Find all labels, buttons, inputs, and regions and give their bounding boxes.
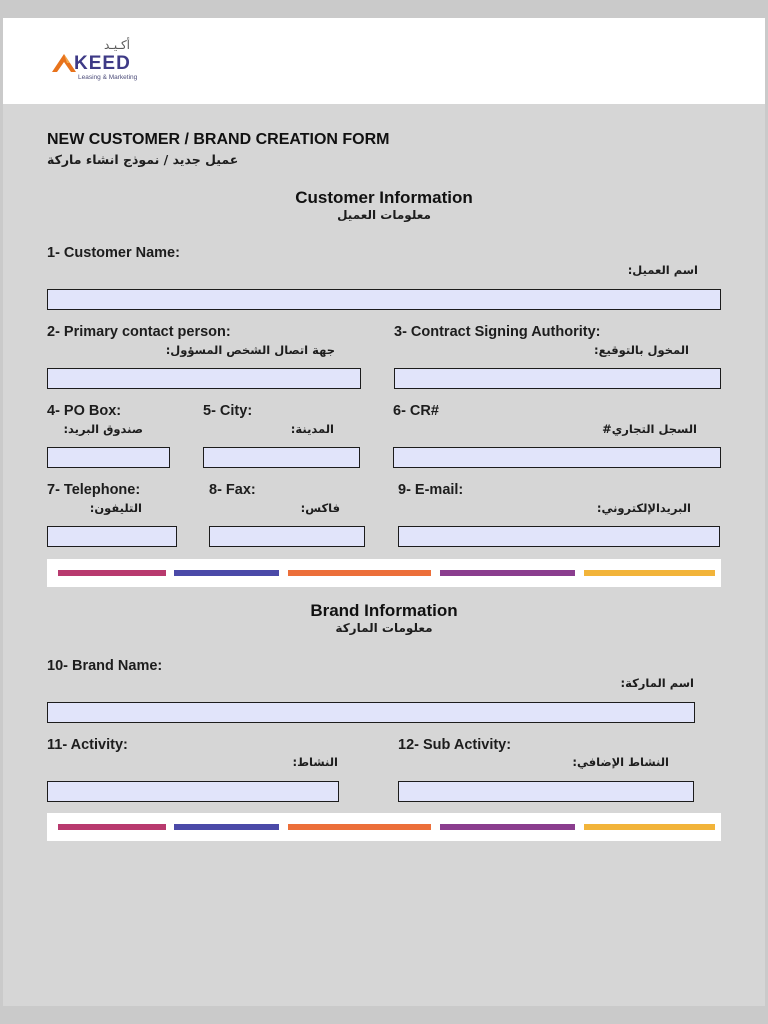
form-title: NEW CUSTOMER / BRAND CREATION FORM — [47, 131, 390, 148]
sub-activity-input[interactable] — [398, 781, 694, 802]
brand-name-label: 10- Brand Name: — [47, 658, 163, 674]
email-input[interactable] — [398, 526, 720, 547]
po-box-arabic-label: صندوق البريد: — [63, 422, 143, 436]
logo-tagline: Leasing & Marketing — [78, 74, 138, 81]
activity-label: 11- Activity: — [47, 737, 128, 753]
sub-activity-label: 12- Sub Activity: — [398, 737, 512, 753]
city-arabic-label: المدينة: — [290, 422, 334, 436]
divider-segment-indigo — [174, 570, 279, 576]
fax-arabic-label: فاكس: — [300, 501, 340, 515]
cr-arabic-label: السجل التجاري# — [602, 422, 697, 436]
customer-section-title: Customer Information — [295, 188, 473, 207]
telephone-arabic-label: التليفون: — [89, 501, 142, 515]
city-input[interactable] — [203, 447, 360, 468]
divider-segment-purple — [440, 824, 575, 830]
fax-label: 8- Fax: — [209, 482, 256, 498]
email-arabic-label: البريدالإلكتروني: — [596, 501, 691, 515]
email-label: 9- E-mail: — [398, 482, 464, 498]
signing-authority-arabic-label: المخول بالتوقيع: — [594, 343, 689, 357]
logo-arabic-text: أكـيـد — [104, 38, 130, 52]
color-divider-bottom — [47, 813, 721, 841]
po-box-label: 4- PO Box: — [47, 403, 122, 419]
cr-label: 6- CR# — [393, 403, 439, 419]
brand-section-subtitle: معلومات الماركة — [335, 621, 433, 635]
brand-name-arabic-label: اسم الماركة: — [620, 676, 694, 690]
brand-section-title: Brand Information — [310, 601, 458, 620]
logo-wordmark: KEED — [74, 53, 131, 74]
divider-segment-magenta — [58, 570, 166, 576]
telephone-label: 7- Telephone: — [47, 482, 141, 498]
form-title-arabic: عميل جديد / نموذج انشاء ماركة — [47, 152, 239, 167]
divider-segment-magenta — [58, 824, 166, 830]
primary-contact-input[interactable] — [47, 368, 361, 389]
divider-segment-orange — [288, 570, 431, 576]
primary-contact-label: 2- Primary contact person: — [47, 324, 231, 340]
cr-input[interactable] — [393, 447, 721, 468]
customer-name-arabic-label: اسم العميل: — [627, 263, 698, 277]
akeed-logo — [50, 40, 160, 84]
po-box-input[interactable] — [47, 447, 170, 468]
divider-segment-indigo — [174, 824, 279, 830]
customer-section-subtitle: معلومات العميل — [337, 208, 431, 222]
divider-segment-yellow — [584, 824, 715, 830]
signing-authority-label: 3- Contract Signing Authority: — [394, 324, 601, 340]
primary-contact-arabic-label: جهة اتصال الشخص المسؤول: — [165, 343, 335, 357]
activity-input[interactable] — [47, 781, 339, 802]
color-divider — [47, 559, 721, 587]
divider-segment-orange — [288, 824, 431, 830]
telephone-input[interactable] — [47, 526, 177, 547]
city-label: 5- City: — [203, 403, 253, 419]
brand-name-input[interactable] — [47, 702, 695, 723]
divider-segment-yellow — [584, 570, 715, 576]
signing-authority-input[interactable] — [394, 368, 721, 389]
customer-name-label: 1- Customer Name: — [47, 245, 180, 261]
activity-arabic-label: النشاط: — [292, 755, 338, 769]
fax-input[interactable] — [209, 526, 365, 547]
divider-segment-purple — [440, 570, 575, 576]
sub-activity-arabic-label: النشاط الإضافي: — [572, 755, 669, 769]
customer-name-input[interactable] — [47, 289, 721, 310]
